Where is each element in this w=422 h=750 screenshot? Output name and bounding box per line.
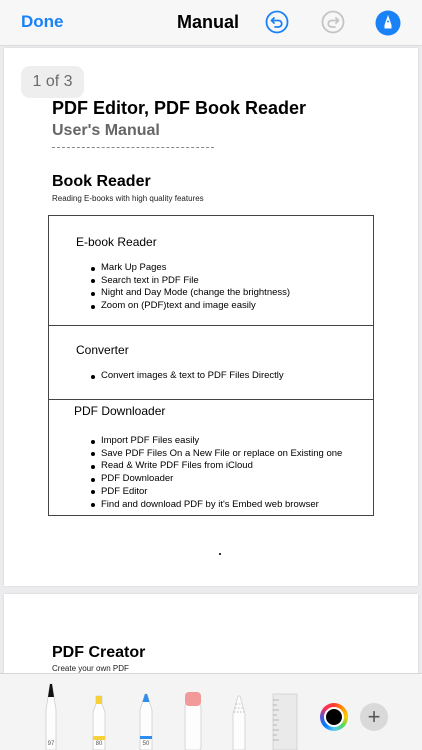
undo-icon[interactable] bbox=[265, 10, 289, 34]
feature-list bbox=[101, 262, 290, 313]
section-heading-pdf-creator: PDF Creator bbox=[52, 644, 146, 661]
row-title: E-book Reader bbox=[76, 235, 157, 249]
ruler-tool[interactable] bbox=[271, 690, 299, 750]
table-row bbox=[49, 216, 373, 326]
list-item: Search text in PDF File bbox=[101, 275, 290, 288]
section-heading-book-reader: Book Reader bbox=[52, 173, 151, 190]
list-item: Read & Write PDF Files from iCloud bbox=[101, 460, 342, 473]
list-item: Import PDF Files easily bbox=[101, 435, 342, 448]
list-item: PDF Downloader bbox=[101, 473, 342, 486]
pencil-tool[interactable] bbox=[135, 688, 157, 750]
list-item: Convert images & text to PDF Files Directly bbox=[101, 370, 284, 381]
list-item: PDF Editor bbox=[101, 486, 342, 499]
feature-list bbox=[101, 370, 284, 383]
title-divider bbox=[52, 147, 214, 148]
navigation-bar bbox=[0, 0, 422, 46]
list-item: Zoom on (PDF)text and image easily bbox=[101, 300, 290, 313]
highlighter-tool[interactable] bbox=[88, 690, 110, 750]
section-caption-book-reader: Reading E-books with high quality features bbox=[52, 194, 204, 203]
table-row bbox=[49, 326, 373, 400]
row-title: PDF Downloader bbox=[74, 404, 166, 418]
document-subtitle: User's Manual bbox=[52, 122, 160, 139]
pencil-size-label: 50 bbox=[142, 741, 150, 747]
plus-icon[interactable]: + bbox=[360, 703, 388, 731]
page-indicator: 1 of 3 bbox=[21, 66, 84, 98]
document-title: PDF Editor, PDF Book Reader bbox=[52, 98, 307, 118]
feature-table bbox=[48, 215, 374, 516]
list-item: Find and download PDF by it's Embed web browser bbox=[101, 499, 342, 512]
page-mark bbox=[219, 553, 221, 555]
pen-size-label: 97 bbox=[47, 741, 55, 747]
done-button[interactable]: Done bbox=[21, 12, 64, 31]
list-item: Save PDF Files On a New File or replace on Existing one bbox=[101, 447, 343, 459]
row-title: Converter bbox=[76, 343, 129, 357]
highlighter-size-label: 80 bbox=[95, 741, 103, 747]
page-title: Manual bbox=[176, 12, 239, 32]
eraser-tool[interactable] bbox=[182, 688, 204, 750]
pen-tool[interactable] bbox=[41, 680, 61, 750]
list-item: Mark Up Pages bbox=[101, 262, 290, 275]
color-wheel-icon[interactable] bbox=[320, 703, 348, 731]
redo-icon[interactable] bbox=[321, 10, 345, 34]
list-item: Night and Day Mode (change the brightness) bbox=[101, 287, 291, 299]
section-caption-pdf-creator: Create your own PDF bbox=[52, 664, 129, 673]
table-row bbox=[49, 400, 373, 515]
lasso-tool[interactable] bbox=[228, 690, 250, 750]
markup-toolbar bbox=[0, 673, 422, 750]
markup-pen-icon[interactable] bbox=[375, 10, 399, 34]
feature-list bbox=[101, 435, 342, 511]
